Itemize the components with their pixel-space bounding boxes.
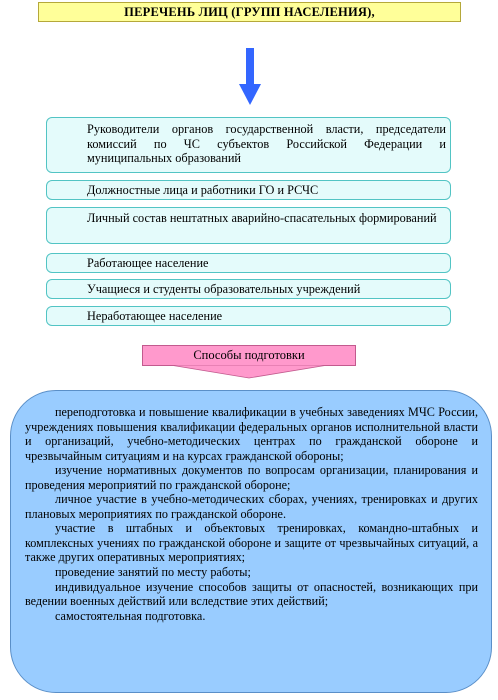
group-item-rescue-formations: [46, 207, 451, 244]
group-item-label: Работающее население: [87, 256, 209, 270]
group-item-non-working-population: [46, 306, 451, 326]
method-item: самостоятельная подготовка.: [55, 608, 206, 623]
page-title: ПЕРЕЧЕНЬ ЛИЦ (ГРУПП НАСЕЛЕНИЯ),: [38, 2, 461, 22]
method-item: проведение занятий по месту работы;: [55, 565, 251, 580]
group-item-label: Руководители органов государственной власти, председатели комиссий по ЧС субъектов Российской Федерации и муниципальных образований: [87, 122, 446, 165]
group-item-label: Должностные лица и работники ГО и РСЧС: [87, 183, 319, 197]
group-item-leaders: [46, 117, 451, 173]
group-item-go-rschs-officials: [46, 180, 451, 200]
method-item: индивидуальное изучение способов защиты от опасностей, возникающих при ведении военных действий или вследствие этих действий;: [25, 579, 478, 609]
group-item-label: Неработающее население: [87, 309, 223, 323]
method-item: участие в штабных и объектовых тренировках, командно-штабных и комплексных учениях по гражданской обороне и защите от чрезвычайных ситуаций, а также других оперативных мероприятиях;: [25, 521, 478, 565]
group-item-label: Личный состав нештатных аварийно-спасательных формирований: [87, 211, 437, 225]
group-item-students: [46, 279, 451, 299]
down-arrow-icon: [142, 365, 356, 379]
methods-list: [10, 390, 492, 693]
group-item-label: Учащиеся и студенты образовательных учреждений: [87, 282, 361, 296]
method-item: переподготовка и повышение квалификации в учебных заведениях МЧС России, учреждениях повышения квалификации федеральных органов исполнительной власти и организаций, учебно-методических центрах по гражданской обороне и чрезвычайным ситуациям и на курсах гражданской обороны;: [25, 405, 478, 463]
method-item: личное участие в учебно-методических сборах, учениях, тренировках и других плановых мероприятиях по гражданской обороне.: [25, 492, 478, 521]
group-item-working-population: [46, 253, 451, 273]
method-item: изучение нормативных документов по вопросам организации, планирования и проведения мероприятий по гражданской обороне;: [25, 463, 478, 492]
methods-label: Способы подготовки: [142, 345, 356, 366]
down-arrow-icon: [238, 48, 262, 106]
